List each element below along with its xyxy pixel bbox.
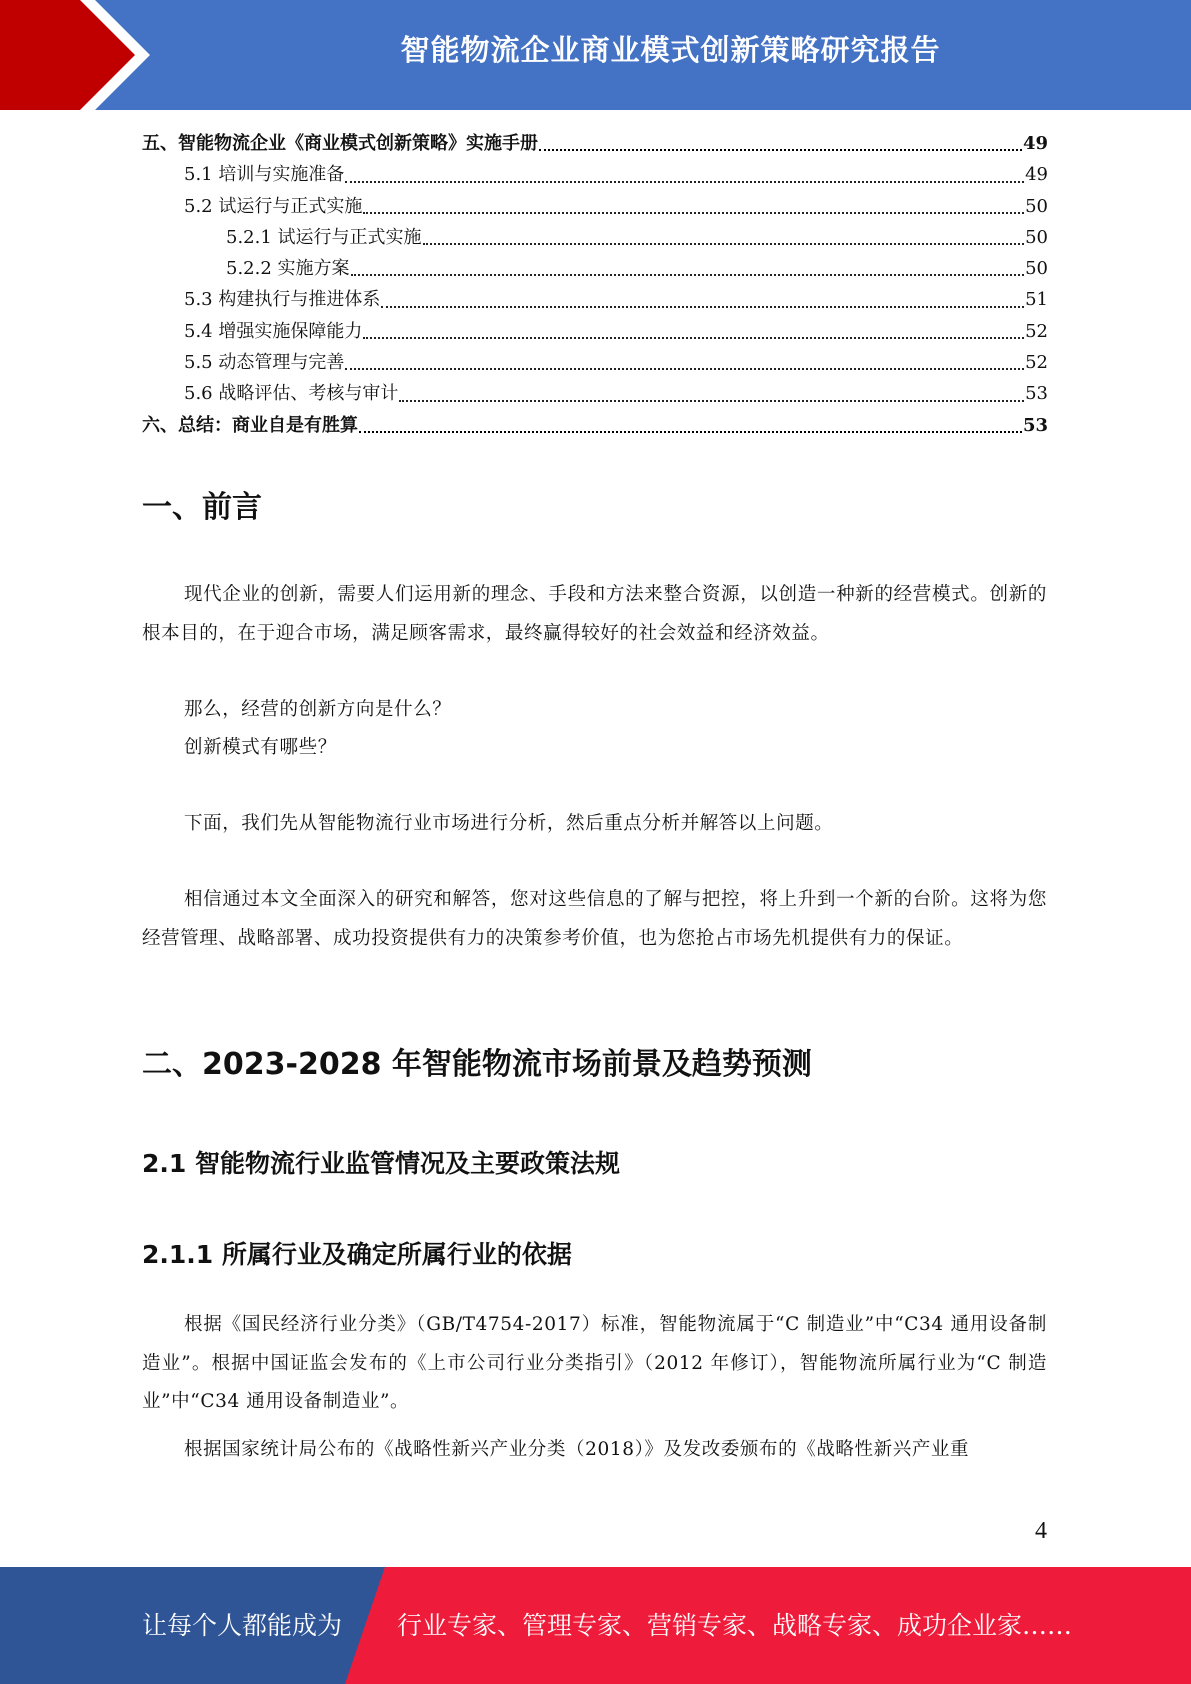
paragraph: 相信通过本文全面深入的研究和解答，您对这些信息的了解与把控，将上升到一个新的台阶。这将为您经营管理、战略部署、成功投资提供有力的决策参考价值，也为您抢占市场先机提供有力的保证。 (142, 889, 1047, 949)
paragraph: 现代企业的创新，需要人们运用新的理念、手段和方法来整合资源，以创造一种新的经营模式。创新的根本目的，在于迎合市场，满足顾客需求，最终赢得较好的社会效益和经济效益。 (142, 584, 1047, 644)
toc-entry-page: 52 (1025, 320, 1048, 342)
toc-entry-page: 53 (1022, 414, 1048, 436)
footer-slogan-left: 让每个人都能成为 (142, 1611, 343, 1640)
toc-entry[interactable] (142, 129, 1048, 160)
toc-leader-dots (351, 273, 1025, 276)
toc-leader-dots (363, 211, 1024, 214)
paragraph: 根据国家统计局公布的《战略性新兴产业分类（2018）》及发改委颁布的《战略性新兴产业重 (184, 1439, 970, 1460)
toc-leader-dots (399, 399, 1024, 402)
section-heading-market-outlook: 二、2023-2028 年智能物流市场前景及趋势预测 (142, 1047, 812, 1082)
question-line: 创新模式有哪些？ (184, 737, 337, 758)
footer-banner (0, 1567, 1191, 1684)
table-of-contents (142, 129, 1048, 442)
toc-entry[interactable] (142, 285, 1048, 316)
toc-leader-dots (539, 148, 1022, 151)
toc-entry-title: 5.1 培训与实施准备 (184, 164, 345, 186)
toc-entry-title: 5.2.1 试运行与正式实施 (226, 226, 422, 248)
toc-leader-dots (363, 336, 1024, 339)
paragraph: 根据《国民经济行业分类》（GB/T4754-2017）标准，智能物流属于“C 制造业”中“C34 通用设备制造业”。根据中国证监会发布的《上市公司行业分类指引》（2012 年修订），智能物流所属行业为“C 制造业”中“C34 通用设备制造业”。 (142, 1314, 1047, 1412)
toc-entry[interactable] (142, 192, 1048, 223)
toc-entry[interactable] (142, 223, 1048, 254)
toc-entry-title: 5.3 构建执行与推进体系 (184, 289, 381, 311)
footer-slogan-right: 行业专家、管理专家、营销专家、战略专家、成功企业家…… (397, 1611, 1073, 1640)
toc-leader-dots (423, 242, 1025, 245)
toc-entry-page: 53 (1025, 383, 1048, 405)
toc-entry-page: 49 (1025, 164, 1048, 186)
subsection-heading: 2.1 智能物流行业监管情况及主要政策法规 (142, 1149, 620, 1178)
toc-entry-title: 5.2 试运行与正式实施 (184, 195, 363, 217)
header-banner (0, 0, 1191, 110)
toc-entry-title: 5.6 战略评估、考核与审计 (184, 383, 399, 405)
toc-entry-title: 五、智能物流企业《商业模式创新策略》实施手册 (142, 133, 538, 154)
toc-entry-page: 50 (1025, 195, 1048, 217)
paragraph: 下面，我们先从智能物流行业市场进行分析，然后重点分析并解答以上问题。 (184, 813, 834, 834)
toc-entry-title: 5.2.2 实施方案 (226, 258, 350, 280)
toc-entry[interactable] (142, 317, 1048, 348)
toc-entry[interactable] (142, 160, 1048, 191)
toc-entry-title: 5.5 动态管理与完善 (184, 352, 345, 374)
toc-leader-dots (381, 305, 1024, 308)
section-heading-preface: 一、前言 (142, 490, 262, 525)
toc-entry[interactable] (142, 379, 1048, 410)
toc-leader-dots (345, 180, 1024, 183)
toc-entry-page: 50 (1025, 226, 1048, 248)
toc-entry-page: 51 (1025, 289, 1048, 311)
page-number: 4 (1035, 1518, 1047, 1544)
toc-entry-page: 50 (1025, 258, 1048, 280)
toc-entry-title: 六、总结：商业自是有胜算 (142, 414, 358, 436)
toc-entry-title: 5.4 增强实施保障能力 (184, 320, 363, 342)
subsubsection-heading: 2.1.1 所属行业及确定所属行业的依据 (142, 1240, 572, 1269)
toc-entry-page: 49 (1022, 133, 1048, 154)
toc-leader-dots (359, 430, 1022, 433)
toc-entry[interactable] (142, 254, 1048, 285)
toc-entry[interactable] (142, 411, 1048, 442)
toc-entry-page: 52 (1025, 352, 1048, 374)
toc-leader-dots (345, 367, 1024, 370)
toc-entry[interactable] (142, 348, 1048, 379)
header-title: 智能物流企业商业模式创新策略研究报告 (400, 33, 941, 67)
question-line: 那么，经营的创新方向是什么？ (184, 699, 452, 720)
